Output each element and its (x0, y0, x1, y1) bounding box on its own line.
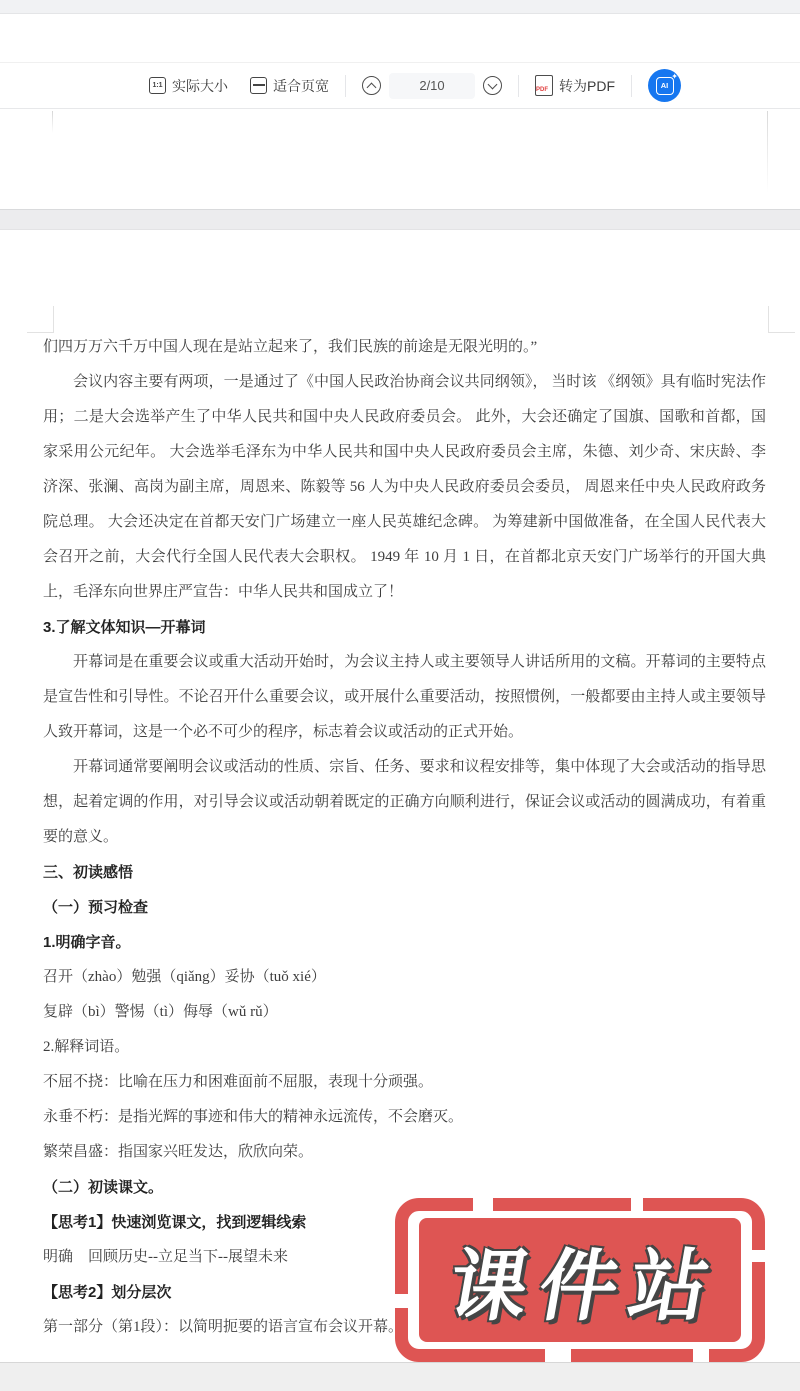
text-boundary-corner-right (768, 306, 795, 333)
pdf-file-icon (535, 75, 553, 96)
toolbar-divider (518, 75, 519, 97)
doc-paragraph: 繁荣昌盛：指国家兴旺发达，欣欣向荣。 (43, 1144, 314, 1160)
convert-pdf-label: 转为PDF (559, 77, 615, 94)
doc-paragraph: 第一部分（第1段）：以简明扼要的语言宣布会议开幕。 (43, 1319, 404, 1335)
actual-size-button[interactable] (149, 76, 228, 96)
doc-paragraph: 2.解释词语。 (43, 1039, 130, 1055)
doc-heading: （二）初读课文。 (43, 1179, 164, 1196)
stamp-frame-gap (693, 1349, 709, 1362)
doc-heading: 1.明确字音。 (43, 934, 131, 951)
stamp-frame-gap (473, 1198, 493, 1211)
stamp-inner (419, 1218, 741, 1342)
page-indicator-value: 2/10 (419, 78, 445, 93)
document-page (0, 230, 800, 1362)
doc-paragraph: 们四万万六千万中国人现在是站立起来了，我们民族的前途是无限光明的。” (43, 339, 538, 355)
fit-width-button[interactable] (250, 76, 329, 96)
text-boundary-corner-left (27, 306, 54, 333)
previous-page-button[interactable] (362, 76, 381, 95)
doc-paragraph: 会议内容主要有两项，一是通过了《中国人民政治协商会议共同纲领》， 当时该 《纲领》具有临时宪法作用；二是大会选举产生了中华人民共和国中央人民政府委员会。 此外，大会还确定了国旗、国歌和首都，国家采用公元纪年。 大会选举毛泽东为中华人民共和国中央人民政府委员会主席，朱德、刘少奇、宋庆龄、李济深、张澜、高岗为副主席，周恩来、陈毅等 56 人为中央人民政府委员会委员， 周恩来任中央人民政府政务院总理。 大会还决定在首都天安门广场建立一座人民英雄纪念碑。 为筹建新中国做准备，在全国人民代表大会召开之前，大会代行全国人民代表大会职权。 1949 年 10 月 1 日，在首都北京天安门广场举行的开国大典上，毛泽东向世界庄严宣告：中华人民共和国成立了！ (43, 374, 766, 600)
stamp-frame-gap (631, 1198, 643, 1211)
doc-content (43, 330, 766, 1345)
toolbar-divider (631, 75, 632, 97)
doc-paragraph: 不屈不挠：比喻在压力和困难面前不屈服，表现十分顽强。 (43, 1074, 434, 1090)
convert-pdf-button[interactable] (535, 75, 615, 96)
previous-page-right-edge (767, 111, 768, 193)
page-indicator[interactable] (389, 73, 475, 99)
bottom-window-strip (0, 1362, 800, 1391)
actual-size-label: 实际大小 (172, 77, 228, 94)
previous-page-left-edge (52, 111, 53, 133)
sparkle-icon: ✦ (671, 72, 678, 81)
header-space (0, 14, 800, 62)
toolbar-group (149, 69, 681, 102)
viewer-toolbar (0, 62, 800, 109)
kejian-stamp-watermark (395, 1198, 765, 1362)
ai-icon: AI (656, 77, 674, 95)
fit-width-icon (250, 77, 267, 94)
ai-assistant-button[interactable] (648, 69, 681, 102)
top-window-strip (0, 0, 800, 14)
pdf-badge: PDF (536, 87, 548, 93)
doc-paragraph: 永垂不朽：是指光辉的事迹和伟大的精神永远流传，不会磨灭。 (43, 1109, 464, 1125)
doc-heading: 3.了解文体知识—开幕词 (43, 619, 206, 636)
stamp-frame-gap (752, 1250, 765, 1262)
doc-heading: （一）预习检查 (43, 899, 149, 916)
doc-paragraph: 明确 回顾历史--立足当下--展望未来 (43, 1249, 288, 1265)
page-separator (0, 209, 800, 230)
doc-heading: 【思考2】划分层次 (43, 1284, 172, 1301)
doc-paragraph: 开幕词是在重要会议或重大活动开始时，为会议主持人或主要领导人讲话所用的文稿。开幕词的主要特点是宣告性和引导性。不论召开什么重要会议，或开展什么重要活动，按照惯例，一般都要由主持人或主要领导人致开幕词，这是一个必不可少的程序，标志着会议或活动的正式开始。 (43, 654, 766, 740)
stamp-frame-gap (395, 1294, 408, 1308)
fit-width-label: 适合页宽 (273, 77, 329, 94)
actual-size-icon: 1:1 (149, 77, 166, 94)
toolbar-divider (345, 75, 346, 97)
stamp-frame-gap (545, 1349, 571, 1362)
doc-heading: 三、初读感悟 (43, 864, 134, 881)
doc-heading: 【思考1】快速浏览课文，找到逻辑线索 (43, 1214, 307, 1231)
doc-paragraph: 复辟（bì）警惕（tì）侮辱（wǔ rǔ） (43, 1004, 278, 1020)
doc-paragraph: 开幕词通常要阐明会议或活动的性质、宗旨、任务、要求和议程安排等，集中体现了大会或活动的指导思想，起着定调的作用，对引导会议或活动朝着既定的正确方向顺利进行，保证会议或活动的圆满成功，有着重要的意义。 (43, 759, 766, 845)
next-page-button[interactable] (483, 76, 502, 95)
stamp-text: 课件站 (442, 1242, 728, 1330)
doc-paragraph: 召开（zhào）勉强（qiǎng）妥协（tuǒ xié） (43, 969, 326, 985)
